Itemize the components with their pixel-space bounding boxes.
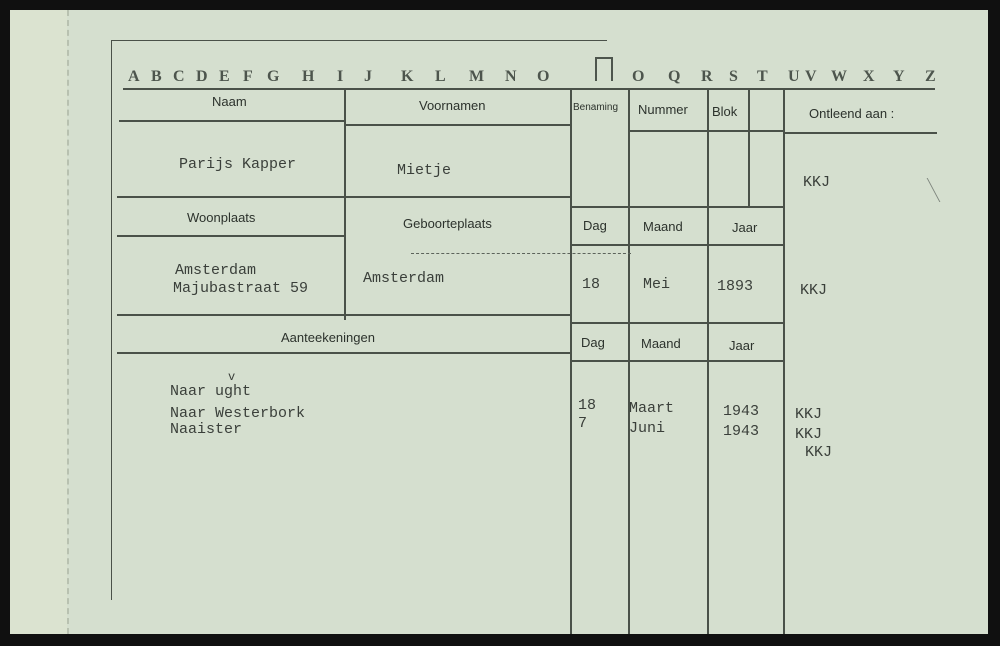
label-jaar-notes: Jaar [729, 338, 755, 353]
index-letter: R [701, 68, 713, 85]
note-maand: Maart [629, 400, 675, 417]
note-line: Naar ught [170, 383, 252, 400]
note-jaar: 1943 [723, 403, 760, 420]
value-geboorteplaats: Amsterdam [363, 270, 445, 287]
index-letter: O [537, 68, 550, 85]
label-ontleend: Ontleend aan : [809, 106, 895, 121]
index-letter: M [469, 68, 485, 85]
card-perforated-edge [67, 10, 73, 634]
value-voornamen: Mietje [397, 162, 452, 179]
index-letter: S [729, 68, 738, 85]
col-divider [748, 88, 750, 208]
caron-mark: v [228, 370, 236, 384]
row-rule [571, 244, 783, 246]
index-letter: H [302, 68, 315, 85]
label-benaming: Benaming [573, 102, 619, 113]
row-rule [345, 124, 571, 126]
index-letter: U [788, 68, 800, 85]
label-woonplaats: Woonplaats [187, 210, 256, 225]
value-jaar: 1893 [717, 278, 754, 295]
index-letter: O [632, 68, 645, 85]
index-letter: T [757, 68, 768, 85]
col-divider [344, 88, 346, 320]
note-dag: 18 [578, 397, 597, 414]
label-maand-notes: Maand [641, 336, 681, 351]
col-divider [783, 88, 785, 634]
index-letter: Z [925, 68, 936, 85]
index-letter: Y [893, 68, 905, 85]
index-letter: F [243, 68, 253, 85]
label-maand: Maand [643, 219, 683, 234]
value-woonplaats: Amsterdam [175, 262, 257, 279]
left-card-stub [10, 10, 69, 634]
row-rule [117, 314, 571, 316]
row-rule [628, 130, 783, 132]
label-jaar: Jaar [732, 220, 758, 235]
value-maand: Mei [643, 276, 671, 293]
index-letter: G [267, 68, 280, 85]
index-letter: N [505, 68, 517, 85]
note-dag: 7 [578, 415, 588, 432]
row-rule [571, 322, 783, 324]
index-letter: B [151, 68, 162, 85]
note-source: KKJ [805, 444, 833, 461]
row-rule [119, 120, 345, 122]
label-geboorteplaats: Geboorteplaats [403, 216, 492, 231]
index-letter-selected [595, 57, 613, 81]
value-naam: Parijs Kapper [179, 156, 297, 173]
index-letter: X [863, 68, 875, 85]
note-source: KKJ [795, 406, 823, 423]
note-line: Naaister [170, 421, 243, 438]
value-source: KKJ [803, 174, 831, 191]
index-letter: V [805, 68, 817, 85]
label-dag-notes: Dag [581, 335, 605, 350]
pencil-mark [927, 178, 955, 202]
index-letter: A [128, 68, 140, 85]
note-line: Naar Westerbork [170, 405, 306, 422]
value-dag: 18 [582, 276, 601, 293]
row-rule [117, 352, 571, 354]
index-letter: L [435, 68, 446, 85]
row-rule [571, 360, 783, 362]
dotted-rule [411, 253, 631, 254]
note-maand: Juni [629, 420, 666, 437]
index-letter: C [173, 68, 185, 85]
index-letter: D [196, 68, 208, 85]
label-voornamen: Voornamen [419, 98, 486, 113]
registration-card [67, 10, 988, 634]
value-source: KKJ [800, 282, 828, 299]
index-letter: J [364, 68, 372, 85]
index-letter: W [831, 68, 847, 85]
label-aanteekeningen: Aanteekeningen [281, 330, 375, 345]
index-letter: I [337, 68, 344, 85]
label-naam: Naam [212, 94, 247, 109]
header-rule [123, 88, 935, 90]
note-source: KKJ [795, 426, 823, 443]
index-letter: Q [668, 68, 681, 85]
label-nummer: Nummer [638, 102, 688, 117]
row-rule [117, 235, 344, 237]
index-letter: E [219, 68, 230, 85]
label-dag: Dag [583, 218, 607, 233]
value-woonplaats-address: Majubastraat 59 [173, 280, 309, 297]
row-rule [571, 206, 783, 208]
label-blok: Blok [712, 104, 738, 119]
left-border [111, 40, 112, 600]
note-jaar: 1943 [723, 423, 760, 440]
index-letter: K [401, 68, 414, 85]
row-rule [117, 196, 571, 198]
top-border [111, 40, 607, 41]
row-rule [783, 132, 937, 134]
